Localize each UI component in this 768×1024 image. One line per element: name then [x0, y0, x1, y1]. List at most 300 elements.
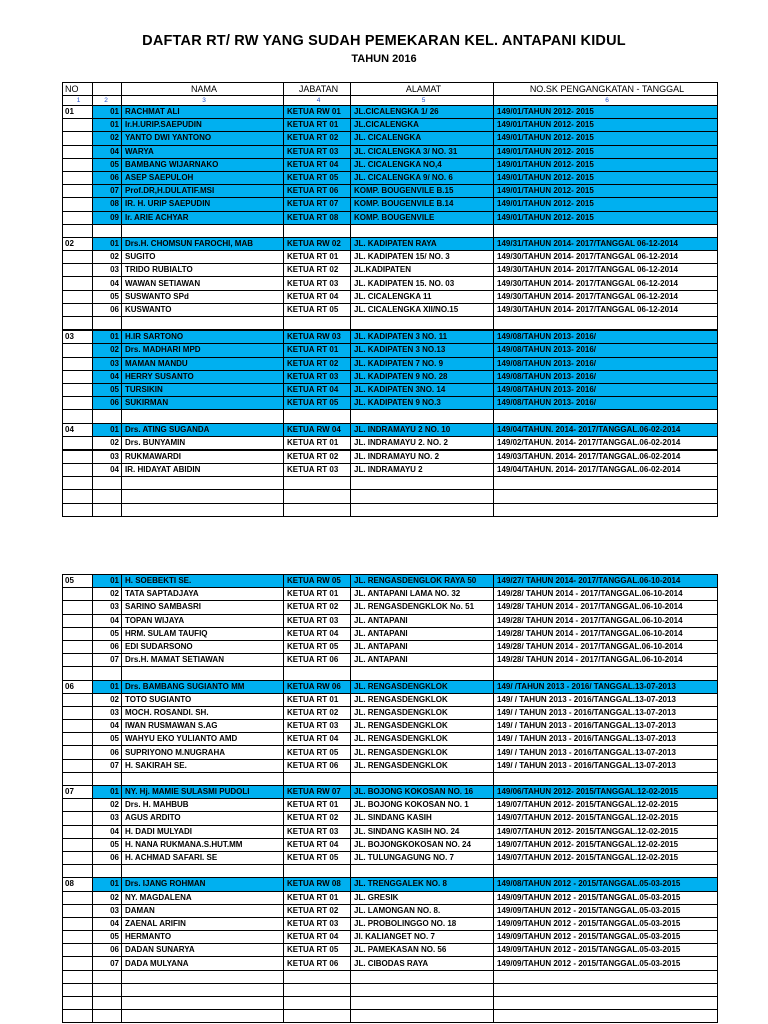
- decree-cell: 149/27/ TAHUN 2014- 2017/TANGGAL.06-10-2014: [494, 575, 718, 588]
- address-cell: [351, 224, 494, 237]
- address-cell: JL. CICALENGKA NO,4: [351, 158, 494, 171]
- position-cell: [284, 865, 351, 878]
- address-cell: [351, 970, 494, 983]
- name-cell: [122, 983, 284, 996]
- position-cell: KETUA RT 03: [284, 464, 351, 477]
- rw-number: [63, 706, 93, 719]
- table-row: [63, 759, 718, 772]
- decree-cell: 149/30/TAHUN 2014- 2017/TANGGAL 06-12-2014: [494, 264, 718, 277]
- table-row: [63, 224, 718, 237]
- row-number: [93, 410, 122, 423]
- table-row: [63, 983, 718, 996]
- rw-number: [63, 983, 93, 996]
- rw-number: [63, 477, 93, 490]
- row-number: [93, 317, 122, 331]
- table-row: [63, 904, 718, 917]
- row-number: 05: [93, 383, 122, 396]
- address-cell: JL. KADIPATEN RAYA: [351, 237, 494, 250]
- table-row: [63, 1010, 718, 1023]
- address-cell: JL. LAMONGAN NO. 8.: [351, 904, 494, 917]
- rw-number: 08: [63, 878, 93, 891]
- position-cell: [284, 970, 351, 983]
- decree-cell: 149/ / TAHUN 2013 - 2016/TANGGAL.13-07-2013: [494, 759, 718, 772]
- name-cell: [122, 477, 284, 490]
- decree-cell: 149/07/TAHUN 2012- 2015/TANGGAL.12-02-2015: [494, 825, 718, 838]
- rw-number: [63, 171, 93, 184]
- name-cell: Drs. BAMBANG SUGIANTO MM: [122, 680, 284, 693]
- row-number: 01: [93, 786, 122, 799]
- table-row: [63, 720, 718, 733]
- position-cell: KETUA RT 01: [284, 344, 351, 357]
- table-row: [63, 344, 718, 357]
- row-number: 03: [93, 264, 122, 277]
- position-cell: KETUA RT 03: [284, 277, 351, 290]
- rw-number: [63, 224, 93, 237]
- address-cell: [351, 772, 494, 785]
- name-cell: RACHMAT ALI: [122, 106, 284, 119]
- row-number: 02: [93, 344, 122, 357]
- name-cell: H. NANA RUKMANA.S.HUT.MM: [122, 838, 284, 851]
- decree-cell: 149/04/TAHUN. 2014- 2017/TANGGAL.06-02-2014: [494, 464, 718, 477]
- name-cell: NY. MAGDALENA: [122, 891, 284, 904]
- name-cell: [122, 503, 284, 516]
- decree-cell: 149/08/TAHUN 2013- 2016/: [494, 330, 718, 344]
- name-cell: HERMANTO: [122, 931, 284, 944]
- table-row: [63, 303, 718, 316]
- row-number: 08: [93, 198, 122, 211]
- col-number: 3: [122, 96, 284, 106]
- decree-cell: 149/ / TAHUN 2013 - 2016/TANGGAL.13-07-2013: [494, 706, 718, 719]
- position-cell: KETUA RT 05: [284, 944, 351, 957]
- decree-cell: 149/09/TAHUN 2012 - 2015/TANGGAL.05-03-2015: [494, 904, 718, 917]
- decree-cell: 149/31/TAHUN 2014- 2017/TANGGAL 06-12-2014: [494, 237, 718, 250]
- name-cell: IR. HIDAYAT ABIDIN: [122, 464, 284, 477]
- table-row: [63, 477, 718, 490]
- name-cell: HRM. SULAM TAUFIQ: [122, 627, 284, 640]
- name-cell: [122, 772, 284, 785]
- decree-cell: 149/07/TAHUN 2012- 2015/TANGGAL.12-02-2015: [494, 838, 718, 851]
- name-cell: DADA MULYANA: [122, 957, 284, 970]
- row-number: 04: [93, 917, 122, 930]
- row-number: [93, 983, 122, 996]
- name-cell: Drs. ATING SUGANDA: [122, 423, 284, 436]
- position-cell: KETUA RT 04: [284, 838, 351, 851]
- rw-number: [63, 865, 93, 878]
- address-cell: JL. INDRAMAYU 2. NO. 2: [351, 436, 494, 450]
- decree-cell: 149/06/TAHUN 2012- 2015/TANGGAL.12-02-2015: [494, 786, 718, 799]
- position-cell: KETUA RT 03: [284, 145, 351, 158]
- table-row: [63, 145, 718, 158]
- decree-cell: [494, 317, 718, 331]
- decree-cell: 149/ / TAHUN 2013 - 2016/TANGGAL.13-07-2013: [494, 720, 718, 733]
- position-cell: [284, 983, 351, 996]
- position-cell: KETUA RT 02: [284, 450, 351, 464]
- position-cell: KETUA RW 01: [284, 106, 351, 119]
- rw-number: [63, 158, 93, 171]
- address-cell: JL. SINDANG KASIH NO. 24: [351, 825, 494, 838]
- decree-cell: [494, 503, 718, 516]
- rw-number: [63, 614, 93, 627]
- position-cell: KETUA RW 07: [284, 786, 351, 799]
- rw-number: [63, 812, 93, 825]
- address-cell: JL. ANTAPANI: [351, 614, 494, 627]
- decree-cell: 149/01/TAHUN 2012- 2015: [494, 171, 718, 184]
- rw-number: [63, 185, 93, 198]
- position-cell: KETUA RW 04: [284, 423, 351, 436]
- row-number: [93, 970, 122, 983]
- rw-number: 06: [63, 680, 93, 693]
- position-cell: [284, 317, 351, 331]
- decree-cell: 149/ /TAHUN 2013 - 2016/ TANGGAL.13-07-2013: [494, 680, 718, 693]
- rw-number: [63, 667, 93, 680]
- rw-number: [63, 436, 93, 450]
- rw-number: 02: [63, 237, 93, 250]
- row-number: 01: [93, 878, 122, 891]
- row-number: 04: [93, 720, 122, 733]
- rw-number: [63, 997, 93, 1010]
- header-nama: NAMA: [122, 83, 284, 96]
- name-cell: Drs.H. CHOMSUN FAROCHI, MAB: [122, 237, 284, 250]
- row-number: 02: [93, 588, 122, 601]
- address-cell: [351, 503, 494, 516]
- position-cell: KETUA RT 05: [284, 303, 351, 316]
- position-cell: KETUA RT 02: [284, 357, 351, 370]
- position-cell: [284, 667, 351, 680]
- rw-number: [63, 917, 93, 930]
- row-number: 07: [93, 957, 122, 970]
- table-row: [63, 106, 718, 119]
- decree-cell: [494, 997, 718, 1010]
- name-cell: [122, 667, 284, 680]
- row-number: [93, 1010, 122, 1023]
- name-cell: DAMAN: [122, 904, 284, 917]
- document-title: DAFTAR RT/ RW YANG SUDAH PEMEKARAN KEL. ANTAPANI KIDUL: [142, 33, 626, 49]
- position-cell: KETUA RT 03: [284, 370, 351, 383]
- row-number: 06: [93, 171, 122, 184]
- table-row: [63, 237, 718, 250]
- address-cell: JL. ANTAPANI: [351, 627, 494, 640]
- rw-number: [63, 825, 93, 838]
- table-row: [63, 601, 718, 614]
- row-number: 02: [93, 251, 122, 264]
- row-number: 02: [93, 799, 122, 812]
- table-row: [63, 851, 718, 864]
- address-cell: JL. RENGASDENGKLOK: [351, 746, 494, 759]
- address-cell: Jl. KALIANGET NO. 7: [351, 931, 494, 944]
- name-cell: ZAENAL ARIFIN: [122, 917, 284, 930]
- decree-cell: 149/ / TAHUN 2013 - 2016/TANGGAL.13-07-2013: [494, 746, 718, 759]
- decree-cell: 149/30/TAHUN 2014- 2017/TANGGAL 06-12-2014: [494, 251, 718, 264]
- position-cell: KETUA RT 02: [284, 132, 351, 145]
- position-cell: KETUA RT 07: [284, 198, 351, 211]
- rw-number: [63, 490, 93, 503]
- name-cell: H. SAKIRAH SE.: [122, 759, 284, 772]
- name-cell: H. SOEBEKTI SE.: [122, 575, 284, 588]
- decree-cell: 149/09/TAHUN 2012 - 2015/TANGGAL.05-03-2015: [494, 891, 718, 904]
- row-number: 01: [93, 680, 122, 693]
- decree-cell: [494, 410, 718, 423]
- decree-cell: 149/28/ TAHUN 2014 - 2017/TANGGAL.06-10-2014: [494, 614, 718, 627]
- table-row: [63, 957, 718, 970]
- rw-number: [63, 851, 93, 864]
- document-subtitle: TAHUN 2016: [351, 53, 417, 65]
- rw-number: 03: [63, 330, 93, 344]
- position-cell: KETUA RW 06: [284, 680, 351, 693]
- rw-number: [63, 838, 93, 851]
- table-row: [63, 251, 718, 264]
- name-cell: WAWAN SETIAWAN: [122, 277, 284, 290]
- decree-cell: [494, 667, 718, 680]
- name-cell: IR. H. URIP SAEPUDIN: [122, 198, 284, 211]
- rw-number: [63, 759, 93, 772]
- address-cell: [351, 317, 494, 331]
- table-row: [63, 799, 718, 812]
- table-row: [63, 733, 718, 746]
- table-row: [63, 450, 718, 464]
- table-row: [63, 654, 718, 667]
- name-cell: [122, 410, 284, 423]
- row-number: 01: [93, 106, 122, 119]
- row-number: 02: [93, 436, 122, 450]
- decree-cell: 149/08/TAHUN 2013- 2016/: [494, 383, 718, 396]
- header-blank: [93, 83, 122, 96]
- decree-cell: 149/30/TAHUN 2014- 2017/TANGGAL 06-12-2014: [494, 277, 718, 290]
- name-cell: SUSWANTO SPd: [122, 290, 284, 303]
- table-row: [63, 825, 718, 838]
- rw-number: [63, 277, 93, 290]
- col-number: 5: [351, 96, 494, 106]
- row-number: 03: [93, 904, 122, 917]
- address-cell: KOMP. BOUGENVILE B.14: [351, 198, 494, 211]
- table-row: [63, 812, 718, 825]
- name-cell: SARINO SAMBASRI: [122, 601, 284, 614]
- decree-cell: 149/28/ TAHUN 2014 - 2017/TANGGAL.06-10-2014: [494, 588, 718, 601]
- table-row: [63, 436, 718, 450]
- name-cell: WARYA: [122, 145, 284, 158]
- decree-cell: [494, 983, 718, 996]
- name-cell: [122, 970, 284, 983]
- name-cell: [122, 1010, 284, 1023]
- address-cell: JL. ANTAPANI LAMA NO. 32: [351, 588, 494, 601]
- name-cell: Prof.DR,H.DULATIF.MSI: [122, 185, 284, 198]
- name-cell: BAMBANG WIJARNAKO: [122, 158, 284, 171]
- table-row: [63, 640, 718, 653]
- position-cell: [284, 997, 351, 1010]
- address-cell: JL. RENGASDENGKLOK No. 51: [351, 601, 494, 614]
- name-cell: H. ACHMAD SAFARI. SE: [122, 851, 284, 864]
- decree-cell: 149/28/ TAHUN 2014 - 2017/TANGGAL.06-10-2014: [494, 640, 718, 653]
- row-number: 01: [93, 575, 122, 588]
- position-cell: KETUA RT 03: [284, 825, 351, 838]
- column-number-row: [63, 96, 718, 106]
- table-row: [63, 119, 718, 132]
- row-number: 09: [93, 211, 122, 224]
- name-cell: SUKIRMAN: [122, 397, 284, 410]
- table-row: [63, 680, 718, 693]
- rw-number: [63, 904, 93, 917]
- address-cell: JL. ANTAPANI: [351, 640, 494, 653]
- address-cell: KOMP. BOUGENVILE: [351, 211, 494, 224]
- address-cell: JL. RENGASDENGKLOK: [351, 759, 494, 772]
- rw-number: 07: [63, 786, 93, 799]
- position-cell: KETUA RT 03: [284, 720, 351, 733]
- decree-cell: 149/30/TAHUN 2014- 2017/TANGGAL 06-12-2014: [494, 303, 718, 316]
- rw-number: 04: [63, 423, 93, 436]
- row-number: 06: [93, 851, 122, 864]
- position-cell: KETUA RT 01: [284, 119, 351, 132]
- table-header-row: [63, 83, 718, 96]
- position-cell: KETUA RT 01: [284, 891, 351, 904]
- position-cell: KETUA RT 05: [284, 397, 351, 410]
- rw-number: [63, 627, 93, 640]
- table-row: [63, 997, 718, 1010]
- name-cell: RUKMAWARDI: [122, 450, 284, 464]
- rw-number: [63, 303, 93, 316]
- rw-number: [63, 957, 93, 970]
- rw-number: [63, 503, 93, 516]
- rw-number: [63, 145, 93, 158]
- name-cell: SUGITO: [122, 251, 284, 264]
- rw-number: [63, 931, 93, 944]
- row-number: 05: [93, 733, 122, 746]
- decree-cell: 149/01/TAHUN 2012- 2015: [494, 158, 718, 171]
- table-row: [63, 464, 718, 477]
- col-number: 2: [93, 96, 122, 106]
- name-cell: NY. Hj. MAMIE SULASMI PUDOLI: [122, 786, 284, 799]
- address-cell: JL. CICALENGKA 3/ NO. 31: [351, 145, 494, 158]
- rw-number: [63, 588, 93, 601]
- position-cell: [284, 1010, 351, 1023]
- decree-cell: 149/09/TAHUN 2012 - 2015/TANGGAL.05-03-2015: [494, 957, 718, 970]
- name-cell: MAMAN MANDU: [122, 357, 284, 370]
- row-number: 04: [93, 614, 122, 627]
- table-row: [63, 290, 718, 303]
- address-cell: JL. INDRAMAYU 2 NO. 10: [351, 423, 494, 436]
- name-cell: [122, 317, 284, 331]
- address-cell: [351, 997, 494, 1010]
- name-cell: WAHYU EKO YULIANTO AMD: [122, 733, 284, 746]
- table-row: [63, 838, 718, 851]
- position-cell: [284, 224, 351, 237]
- rw-number: [63, 450, 93, 464]
- row-number: 01: [93, 119, 122, 132]
- rw-number: [63, 720, 93, 733]
- decree-cell: 149/08/TAHUN 2013- 2016/: [494, 344, 718, 357]
- rw-number: 05: [63, 575, 93, 588]
- position-cell: KETUA RW 08: [284, 878, 351, 891]
- rw-number: [63, 132, 93, 145]
- row-number: 04: [93, 825, 122, 838]
- name-cell: DADAN SUNARYA: [122, 944, 284, 957]
- name-cell: SUPRIYONO M.NUGRAHA: [122, 746, 284, 759]
- address-cell: JL. RENGASDENGKLOK: [351, 720, 494, 733]
- rw-number: [63, 601, 93, 614]
- address-cell: JL. BOJONG KOKOSAN NO. 1: [351, 799, 494, 812]
- address-cell: [351, 477, 494, 490]
- position-cell: KETUA RT 08: [284, 211, 351, 224]
- name-cell: TATA SAPTADJAYA: [122, 588, 284, 601]
- name-cell: Drs. MADHARI MPD: [122, 344, 284, 357]
- table-row: [63, 410, 718, 423]
- table-row: [63, 772, 718, 785]
- table-row: [63, 627, 718, 640]
- position-cell: [284, 410, 351, 423]
- position-cell: KETUA RT 04: [284, 627, 351, 640]
- position-cell: KETUA RT 06: [284, 957, 351, 970]
- address-cell: JL.KADIPATEN: [351, 264, 494, 277]
- decree-cell: 149/01/TAHUN 2012- 2015: [494, 185, 718, 198]
- position-cell: KETUA RT 04: [284, 290, 351, 303]
- table-row: [63, 397, 718, 410]
- position-cell: [284, 490, 351, 503]
- table-row: [63, 171, 718, 184]
- address-cell: JL. GRESIK: [351, 891, 494, 904]
- col-number: 6: [494, 96, 718, 106]
- row-number: 06: [93, 303, 122, 316]
- table-row: [63, 970, 718, 983]
- name-cell: TURSIKIN: [122, 383, 284, 396]
- name-cell: Drs. IJANG ROHMAN: [122, 878, 284, 891]
- decree-cell: 149/01/TAHUN 2012- 2015: [494, 198, 718, 211]
- position-cell: KETUA RT 02: [284, 706, 351, 719]
- table-row: [63, 277, 718, 290]
- address-cell: JL. KADIPATEN 9 NO.3: [351, 397, 494, 410]
- rw-number: [63, 891, 93, 904]
- position-cell: KETUA RT 06: [284, 654, 351, 667]
- rw-number: [63, 317, 93, 331]
- row-number: 03: [93, 706, 122, 719]
- position-cell: KETUA RW 05: [284, 575, 351, 588]
- decree-cell: 149/09/TAHUN 2012 - 2015/TANGGAL.05-03-2015: [494, 931, 718, 944]
- decree-cell: [494, 224, 718, 237]
- decree-cell: [494, 865, 718, 878]
- row-number: 07: [93, 654, 122, 667]
- table-row: [63, 786, 718, 799]
- rw-number: [63, 251, 93, 264]
- decree-cell: 149/28/ TAHUN 2014 - 2017/TANGGAL.06-10-2014: [494, 601, 718, 614]
- table-row: [63, 891, 718, 904]
- address-cell: [351, 865, 494, 878]
- decree-cell: 149/01/TAHUN 2012- 2015: [494, 145, 718, 158]
- address-cell: JL. KADIPATEN 7 NO. 9: [351, 357, 494, 370]
- address-cell: JL. CICALENGKA: [351, 132, 494, 145]
- address-cell: JL. RENGASDENGLOK RAYA 50: [351, 575, 494, 588]
- name-cell: KUSWANTO: [122, 303, 284, 316]
- decree-cell: 149/01/TAHUN 2012- 2015: [494, 132, 718, 145]
- name-cell: [122, 997, 284, 1010]
- table-row: [63, 944, 718, 957]
- address-cell: JL. INDRAMAYU 2: [351, 464, 494, 477]
- address-cell: JL. RENGASDENGKLOK: [351, 680, 494, 693]
- position-cell: KETUA RT 01: [284, 799, 351, 812]
- rw-number: [63, 119, 93, 132]
- name-cell: Ir. ARIE ACHYAR: [122, 211, 284, 224]
- table-row: [63, 614, 718, 627]
- row-number: 04: [93, 370, 122, 383]
- address-cell: JL. RENGASDENGKLOK: [351, 693, 494, 706]
- row-number: 07: [93, 759, 122, 772]
- decree-cell: 149/01/TAHUN 2012- 2015: [494, 119, 718, 132]
- decree-cell: 149/02/TAHUN. 2014- 2017/TANGGAL.06-02-2014: [494, 436, 718, 450]
- position-cell: KETUA RT 05: [284, 640, 351, 653]
- table-row: [63, 746, 718, 759]
- decree-cell: 149/28/ TAHUN 2014 - 2017/TANGGAL.06-10-2014: [494, 654, 718, 667]
- row-number: 04: [93, 464, 122, 477]
- position-cell: KETUA RT 06: [284, 759, 351, 772]
- rw-number: [63, 654, 93, 667]
- row-number: [93, 477, 122, 490]
- position-cell: KETUA RT 01: [284, 251, 351, 264]
